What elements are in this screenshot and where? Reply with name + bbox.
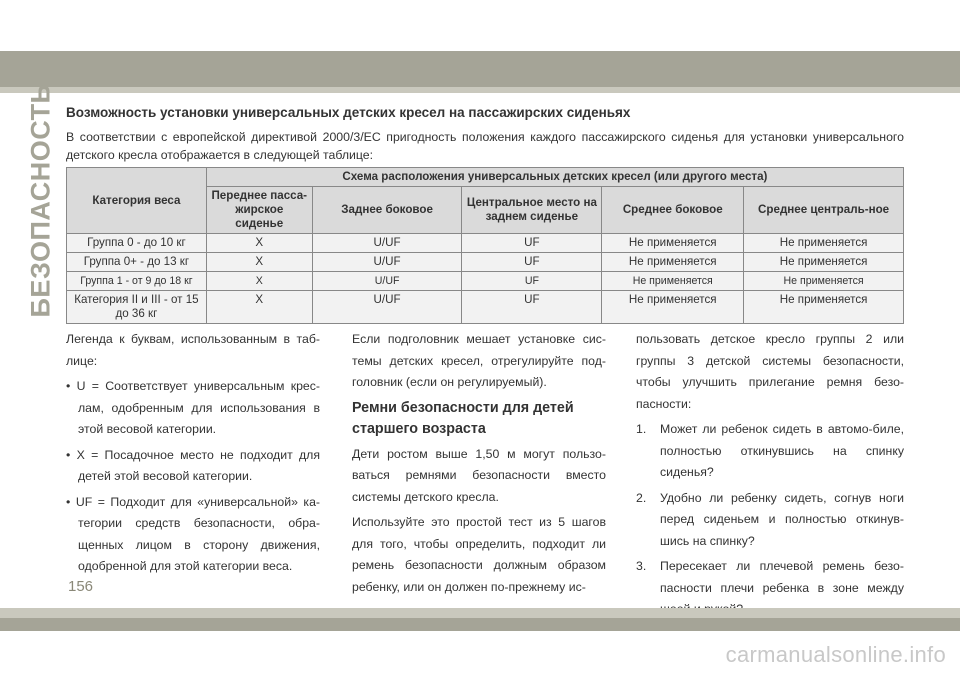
text-column-3 [636,329,904,625]
header-band [0,51,960,87]
list-item [636,419,904,484]
list-item-text: Пересекает ли плечевой ремень безо-пасности плечи ребенка в зоне между [660,559,904,595]
table-header-weight-category: Категория веса [67,168,207,234]
table-cell: Не применяется [602,253,744,272]
legend-bullet-u: • U = Соответствует универсальным крес-лам, одобренным для использования в этой весовой категории. [66,379,320,436]
legend-bullet-uf: • UF = Подходит для «универсальной» ка-тегории средств безопасности, обра-щенных лицом в сторону движения, одобренной для этой категории веса. [66,494,320,573]
table-cell: X [206,272,312,291]
footer-band-light [0,608,960,618]
table-cell: UF [462,253,602,272]
headrest-paragraph: Если подголовник мешает установке сис-темы детских кресел, отрегулируйте под-головник (если он регулируемый). [352,332,606,389]
table-cell: Группа 0+ - до 13 кг [67,253,207,272]
child-seat-table [66,167,904,324]
table-row [67,272,904,291]
footer-band [0,618,960,631]
page-heading: Возможность установки универсальных детских кресел на пассажирских сиденьях [66,105,631,120]
table-header-middle-side: Среднее боковое [602,187,744,234]
list-item-number: 2. [636,490,647,505]
table-cell: X [206,291,312,324]
table-header-seat-layout: Схема расположения универсальных детских кресел (или другого места) [206,168,903,187]
intro-paragraph: В соответствии с европейской директивой 2000/3/ЕС пригодность положения каждого пассажирского сиденья для установки универсального детского кресла отображается в следующей таблице: [66,130,904,162]
list-item-number: 3. [636,559,647,573]
older-children-paragraph: Дети ростом выше 1,50 м могут пользо-ваться ремнями безопасности вместо системы детского кресла. [352,446,606,504]
table-cell: Не применяется [744,272,904,291]
list-item-text: Удобно ли ребенку сидеть, согнув ноги перед сиденьем и полностью откинув-шись на спинку? [660,490,904,548]
text-column-1 [66,329,320,582]
table-row [67,253,904,272]
table-cell: Группа 0 - до 10 кг [67,234,207,253]
table-cell: X [206,234,312,253]
table-cell: Не применяется [744,234,904,253]
table-cell: U/UF [312,234,462,253]
table-cell: Не применяется [602,234,744,253]
table-cell: Не применяется [744,253,904,272]
table-header-middle-center: Среднее централь-ное [744,187,904,234]
table-cell: Категория II и III - от 15 до 36 кг [67,291,207,324]
top-margin [0,0,960,51]
legend-intro: Легенда к буквам, использованным в таб-лице: [66,332,320,368]
table-row [67,291,904,324]
table-header-rear-side: Заднее боковое [312,187,462,234]
section-side-tab-label: БЕЗОПАСНОСТЬ [25,83,56,317]
table-header-rear-center: Центральное место на заднем сиденье [462,187,602,234]
table-cell: Не применяется [602,291,744,324]
table-cell: UF [462,234,602,253]
table-cell: U/UF [312,272,462,291]
section-side-tab [25,83,56,317]
table-row [67,234,904,253]
legend-bullet-x: • X = Посадочное место не подходит для детей этой весовой категории. [66,447,320,483]
table-cell: Не применяется [602,272,744,291]
table-header-front-passenger: Переднее пасса-жирское сиденье [206,187,312,234]
table-cell: U/UF [312,253,462,272]
five-step-test-paragraph: Используйте это простой тест из 5 шагов для того, чтобы определить, подходит ли ремень безопасности должным образом ребенку, или он должен по-прежнему ис- [352,515,606,594]
table-cell: U/UF [312,291,462,324]
header-band-light [0,87,960,93]
list-item [636,488,904,553]
watermark: carmanualsonline.info [725,642,946,667]
section-subheading: Ремни безопасности для детей старшего возраста [352,399,574,437]
list-item-number: 1. [636,422,647,436]
page-number: 156 [68,578,94,595]
table-cell: UF [462,291,602,324]
table-cell: X [206,253,312,272]
text-column-2 [352,329,606,602]
table-cell: Не применяется [744,291,904,324]
continued-paragraph: пользовать детское кресло группы 2 или группы 3 детской системы безопасности, чтобы улучшить прилегание ремня безо-пасности: [636,332,904,411]
table-cell: Группа 1 - от 9 до 18 кг [67,272,207,291]
table-cell: UF [462,272,602,291]
list-item-text: Может ли ребенок сидеть в автомо-биле, полностью откинувшись на спинку сиденья? [660,422,904,479]
